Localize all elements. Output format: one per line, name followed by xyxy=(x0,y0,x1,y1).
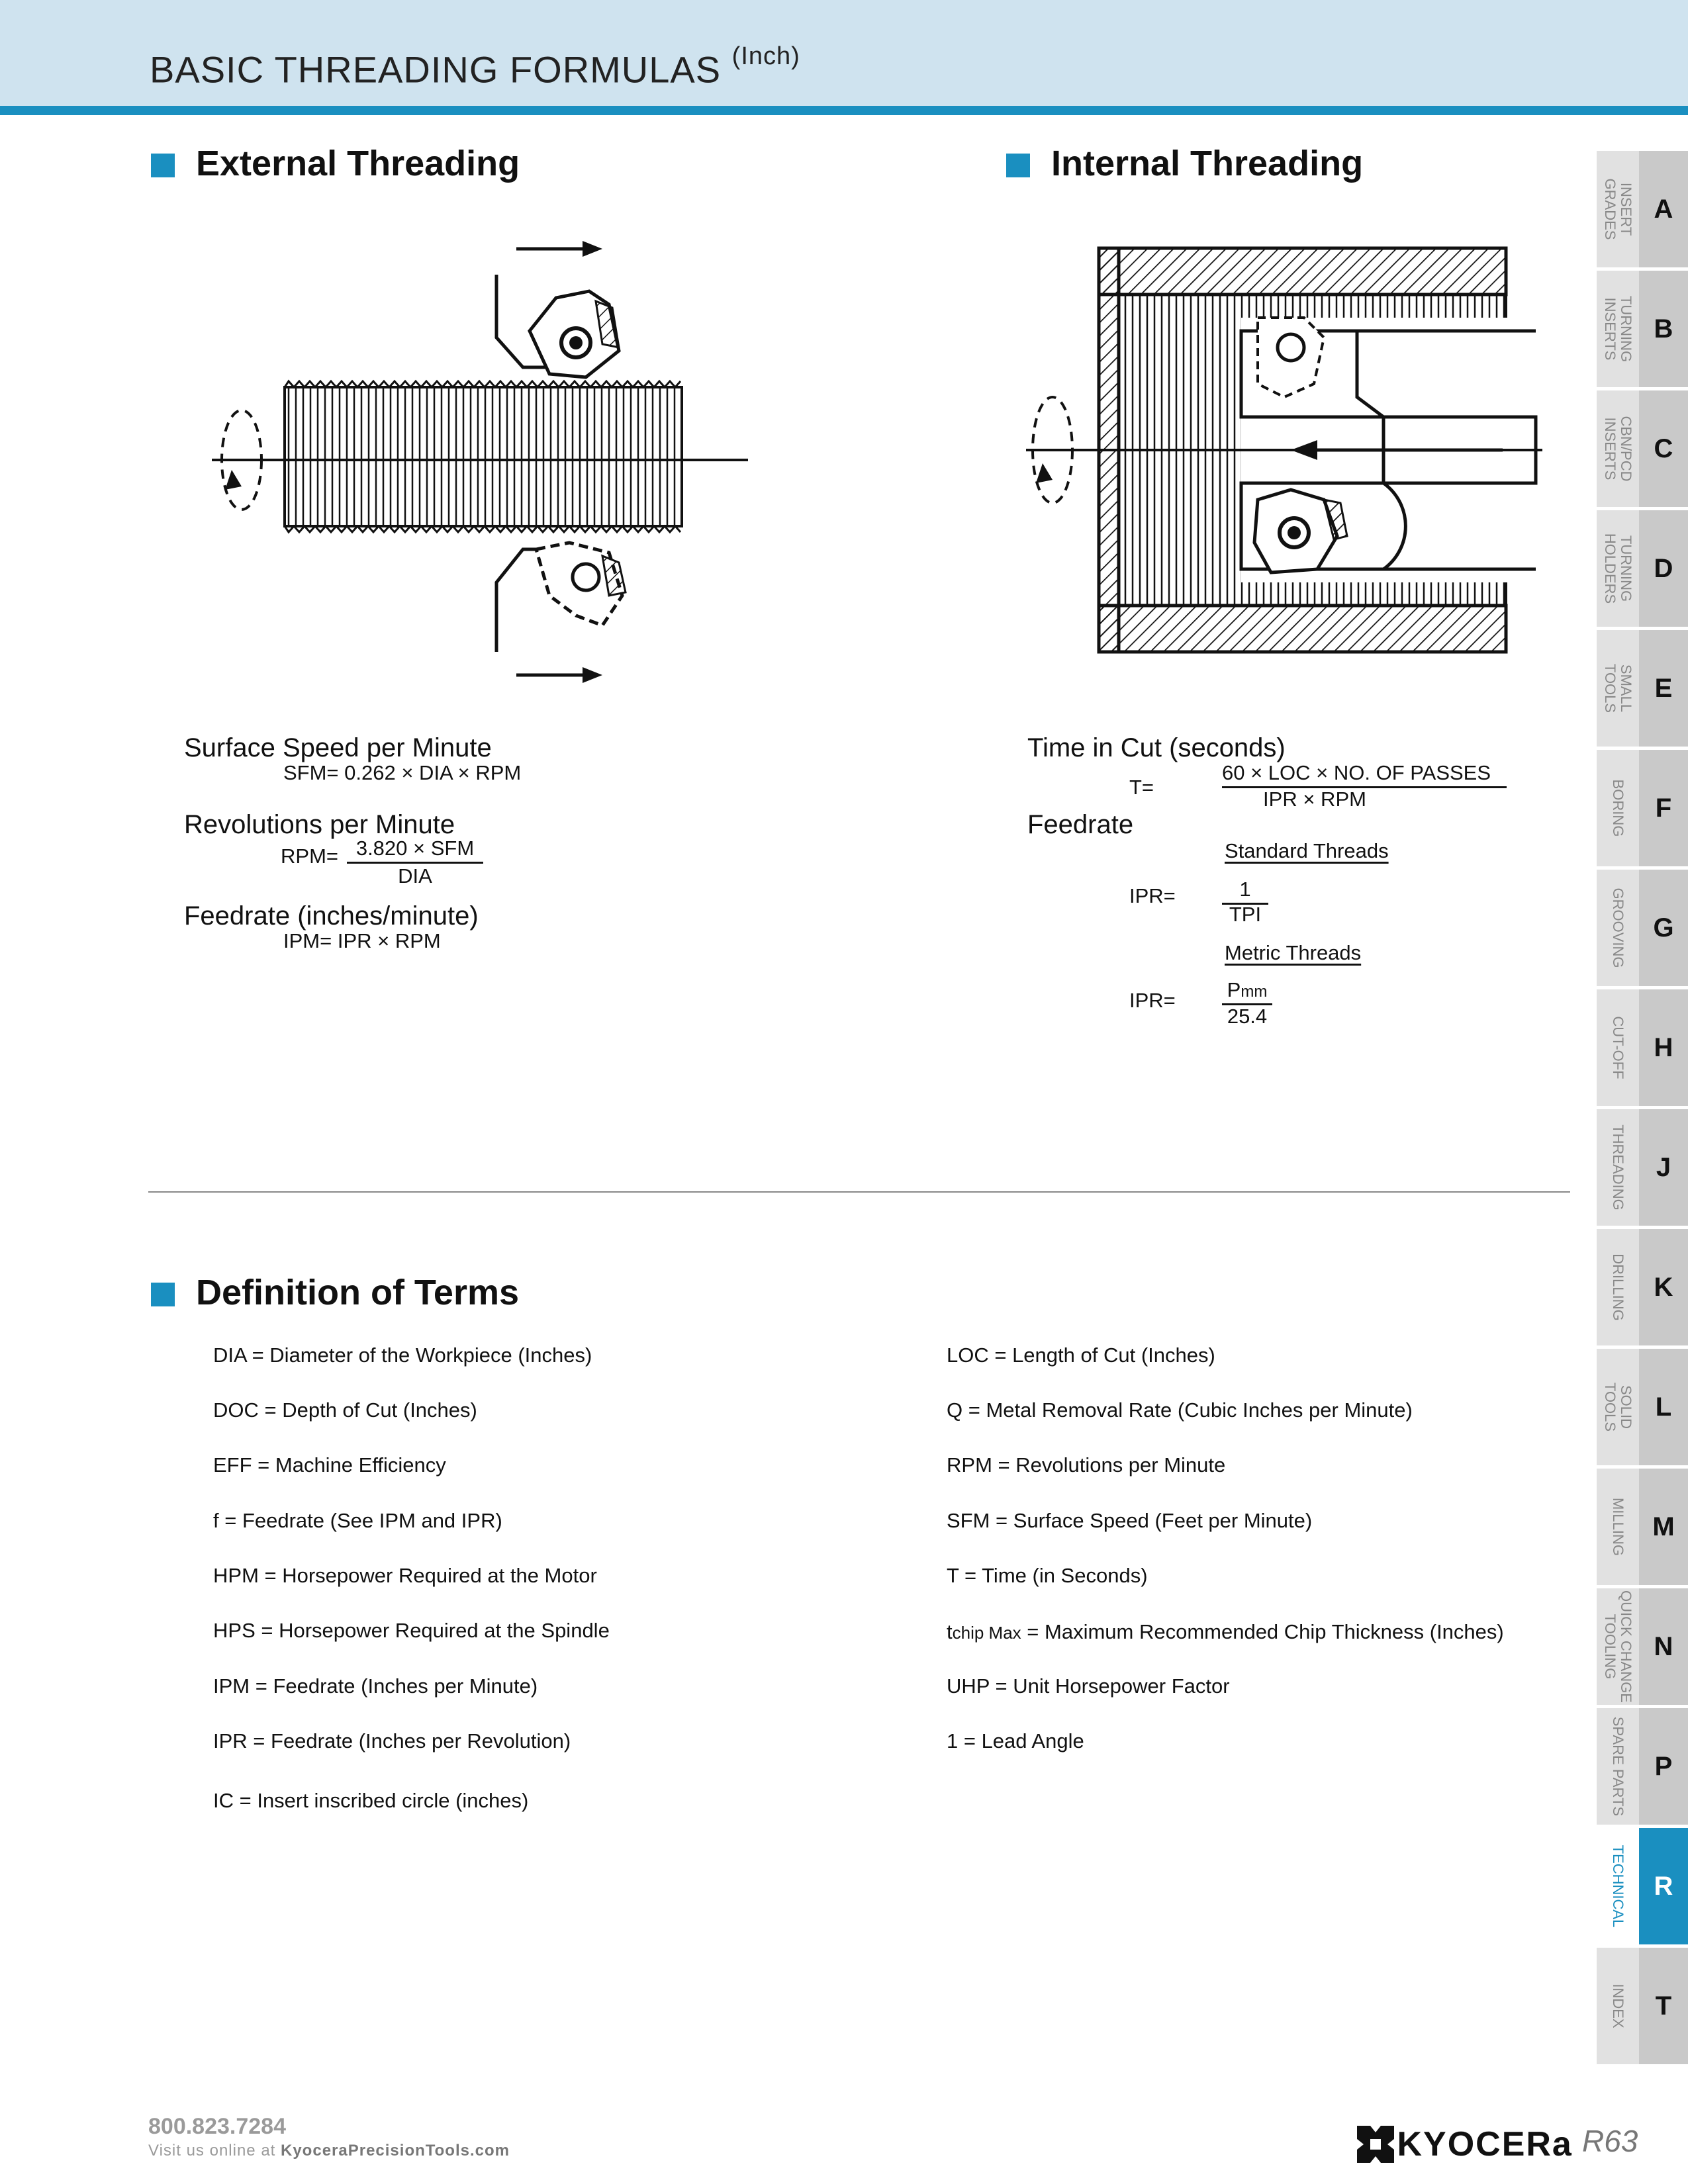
tab-index[interactable] xyxy=(1597,1948,1688,2064)
tab-label: MILLING xyxy=(1610,1497,1626,1557)
tab-boring[interactable] xyxy=(1597,750,1688,866)
tab-label: SMALL TOOLS xyxy=(1602,663,1634,713)
tab-label: THREADING xyxy=(1610,1124,1626,1210)
tab-threading[interactable] xyxy=(1597,1109,1688,1226)
internal-threading-heading: Internal Threading xyxy=(1051,144,1364,183)
tab-cut-off[interactable] xyxy=(1597,989,1688,1106)
definitions-heading: Definition of Terms xyxy=(196,1273,520,1312)
tab-label: SPARE PARTS xyxy=(1610,1716,1626,1817)
kyocera-logo-icon xyxy=(1357,2126,1394,2163)
external-threading-heading: External Threading xyxy=(196,144,520,183)
tab-letter: K xyxy=(1639,1229,1688,1345)
page-title: BASIC THREADING FORMULAS $^{(Inch)}$ xyxy=(150,42,800,91)
tab-milling[interactable] xyxy=(1597,1469,1688,1585)
tab-letter: P xyxy=(1639,1708,1688,1825)
sfm-formula: SFM= 0.262 × DIA × RPM xyxy=(283,761,522,784)
tab-grooving[interactable] xyxy=(1597,870,1688,986)
term-item: f = Feedrate (See IPM and IPR) xyxy=(213,1509,502,1532)
tab-label: TURNING INSERTS xyxy=(1602,295,1634,363)
kyocera-logo xyxy=(1357,2124,1573,2164)
term-item: LOC = Length of Cut (Inches) xyxy=(947,1343,1215,1367)
metric-threads-label: Metric Threads xyxy=(1225,941,1362,964)
tab-spare-parts[interactable] xyxy=(1597,1708,1688,1825)
tab-label: SOLID TOOLS xyxy=(1602,1382,1634,1432)
term-item: DIA = Diameter of the Workpiece (Inches) xyxy=(213,1343,592,1367)
standard-numerator: 1 xyxy=(1222,878,1268,905)
header-rule xyxy=(0,106,1688,115)
term-item: IPM = Feedrate (Inches per Minute) xyxy=(213,1674,538,1698)
tab-label: GROOVING xyxy=(1610,887,1626,968)
ipr-prefix-standard: IPR= xyxy=(1129,884,1176,907)
tab-small-tools[interactable] xyxy=(1597,630,1688,747)
term-item: SFM = Surface Speed (Feet per Minute) xyxy=(947,1509,1313,1532)
tab-label: DRILLING xyxy=(1610,1253,1626,1321)
footer-website[interactable]: Visit us online at KyoceraPrecisionTools.com xyxy=(148,2142,510,2160)
section-square-icon xyxy=(1006,154,1030,177)
term-item: T = Time (in Seconds) xyxy=(947,1564,1148,1587)
standard-denominator: TPI xyxy=(1229,903,1262,926)
tab-letter: T xyxy=(1639,1948,1688,2064)
tab-cbn-pcd-inserts[interactable] xyxy=(1597,390,1688,507)
tab-label: TECHNICAL xyxy=(1610,1844,1626,1928)
time-prefix: T= xyxy=(1129,776,1154,799)
term-item: IC = Insert inscribed circle (inches) xyxy=(213,1789,529,1812)
page-number: R63 xyxy=(1582,2124,1638,2158)
section-square-icon xyxy=(151,1283,175,1306)
tab-letter: B xyxy=(1639,271,1688,387)
term-item-tchip: tchip Max = Maximum Recommended Chip Thickness (Inches) xyxy=(947,1620,1504,1643)
term-item: HPS = Horsepower Required at the Spindle xyxy=(213,1619,610,1642)
section-square-icon xyxy=(151,154,175,177)
time-denominator: IPR × RPM xyxy=(1263,788,1366,811)
ipm-formula: IPM= IPR × RPM xyxy=(283,929,441,952)
term-item: IPR = Feedrate (Inches per Revolution) xyxy=(213,1729,571,1752)
tab-turning-holders[interactable] xyxy=(1597,510,1688,627)
tab-letter: L xyxy=(1639,1349,1688,1465)
ipr-prefix-metric: IPR= xyxy=(1129,989,1176,1012)
tab-letter: G xyxy=(1639,870,1688,986)
tab-letter: H xyxy=(1639,989,1688,1106)
term-item: RPM = Revolutions per Minute xyxy=(947,1453,1226,1477)
tab-turning-inserts[interactable] xyxy=(1597,271,1688,387)
tab-letter: R xyxy=(1639,1828,1688,1944)
tab-label: INSERT GRADES xyxy=(1602,178,1634,240)
standard-threads-label: Standard Threads xyxy=(1225,839,1389,862)
tab-technical[interactable] xyxy=(1597,1828,1688,1944)
term-item: EFF = Machine Efficiency xyxy=(213,1453,446,1477)
tab-label: QUICK CHANGE TOOLING xyxy=(1602,1590,1634,1703)
rpm-prefix: RPM= xyxy=(281,844,338,868)
sfm-label: Surface Speed per Minute xyxy=(184,733,492,762)
tab-label: INDEX xyxy=(1610,1983,1626,2028)
metric-denominator: 25.4 xyxy=(1227,1005,1268,1028)
tab-label: BORING xyxy=(1610,779,1626,837)
tab-insert-grades[interactable] xyxy=(1597,151,1688,267)
tab-letter: N xyxy=(1639,1588,1688,1705)
rpm-label: Revolutions per Minute xyxy=(184,810,455,839)
internal-feedrate-label: Feedrate xyxy=(1027,810,1134,839)
external-threading-diagram xyxy=(205,225,755,702)
feedrate-label: Feedrate (inches/minute) xyxy=(184,901,479,931)
tab-letter: M xyxy=(1639,1469,1688,1585)
tab-letter: F xyxy=(1639,750,1688,866)
page-title-suffix: (Inch) xyxy=(731,42,800,70)
tab-letter: D xyxy=(1639,510,1688,627)
term-item: HPM = Horsepower Required at the Motor xyxy=(213,1564,597,1587)
term-item: Q = Metal Removal Rate (Cubic Inches per Minute) xyxy=(947,1398,1413,1422)
tab-label: CUT-OFF xyxy=(1610,1016,1626,1079)
tab-letter: A xyxy=(1639,151,1688,267)
tab-letter: E xyxy=(1639,630,1688,747)
kyocera-wordmark: KYOCERa xyxy=(1397,2125,1573,2163)
term-item: 1 = Lead Angle xyxy=(947,1729,1084,1752)
metric-numerator: Pmm xyxy=(1222,978,1272,1005)
tab-letter: C xyxy=(1639,390,1688,507)
internal-threading-diagram xyxy=(1013,238,1542,688)
time-numerator: 60 × LOC × NO. OF PASSES xyxy=(1222,761,1507,788)
term-item: UHP = Unit Horsepower Factor xyxy=(947,1674,1230,1698)
tab-label: TURNING HOLDERS xyxy=(1602,533,1634,604)
term-item: DOC = Depth of Cut (Inches) xyxy=(213,1398,477,1422)
tab-drilling[interactable] xyxy=(1597,1229,1688,1345)
rpm-numerator: 3.820 × SFM xyxy=(347,837,483,864)
tab-label: CBN/PCD INSERTS xyxy=(1602,416,1634,482)
time-in-cut-label: Time in Cut (seconds) xyxy=(1027,733,1286,762)
rpm-denominator: DIA xyxy=(398,864,432,887)
tab-letter: J xyxy=(1639,1109,1688,1226)
section-divider xyxy=(148,1191,1570,1193)
footer-phone: 800.823.7284 xyxy=(148,2114,286,2139)
tab-quick-change-tooling[interactable] xyxy=(1597,1588,1688,1705)
tab-solid-tools[interactable] xyxy=(1597,1349,1688,1465)
